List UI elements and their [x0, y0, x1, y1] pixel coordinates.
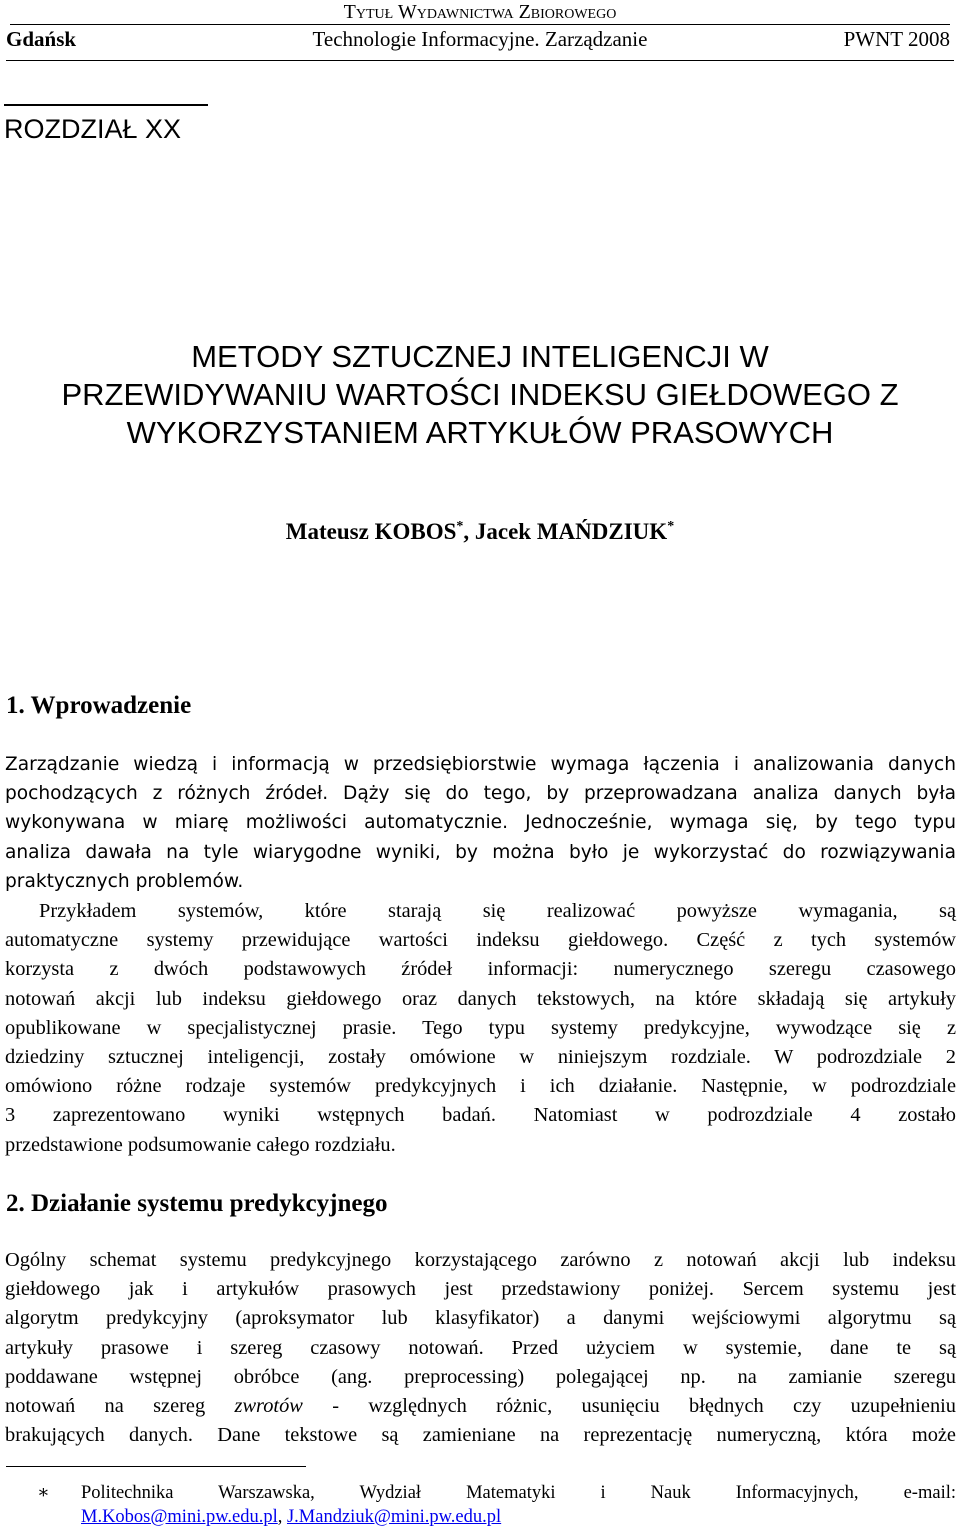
paper-title	[0, 338, 960, 452]
text-line: notowań akcji lub indeksu giełdowego oraz danych tekstowych, na które składają się artykuły	[5, 987, 956, 1010]
text-line: artykuły prasowe i szereg czasowy notowań. Przed użyciem w systemie, dane te są	[5, 1336, 956, 1359]
section-1-paragraph-2	[5, 897, 956, 1160]
authors-separator: ,	[463, 519, 475, 544]
author-1-footnote-mark: *	[456, 519, 464, 534]
text-line: automatyczne systemy przewidujące wartości indeksu giełdowego. Część z tych systemów	[5, 929, 956, 952]
line-text: - względnych różnic, usunięciu błędnych czy uzupełnieniu	[302, 1395, 956, 1418]
header-publisher-year: PWNT 2008	[843, 27, 950, 51]
title-line-2: PRZEWIDYWANIU WARTOŚCI INDEKSU GIEŁDOWEGO Z	[61, 377, 899, 412]
header-conference: Technologie Informacyjne. Zarządzanie	[312, 27, 648, 51]
text-line: praktycznych problemów.	[5, 870, 244, 892]
footnote-rule	[6, 1466, 306, 1467]
authors	[0, 512, 960, 547]
text-line: korzysta z dwóch podstawowych źródeł informacji: numerycznego szeregu czasowego	[5, 958, 956, 981]
author-2: Jacek MAŃDZIUK	[474, 519, 668, 544]
section-1-paragraph-1	[5, 750, 956, 896]
text-line: Zarządzanie wiedzą i informacją w przedsiębiorstwie wymaga łączenia i analizowania danych	[5, 754, 956, 775]
footnote-affiliation: Politechnika Warszawska, Wydział Matematyki i Nauk Informacyjnych, e-mail:	[81, 1483, 956, 1503]
text-line: brakujących danych. Dane tekstowe są zamieniane na reprezentację numeryczną, która może	[5, 1424, 956, 1447]
line-text: notowań na szereg	[5, 1395, 235, 1418]
text-line: wykonywana w miarę możliwości automatycznie. Jednocześnie, wymaga się, by tego typu	[5, 812, 956, 834]
text-line	[5, 1392, 956, 1421]
header-divider-top	[10, 24, 950, 25]
author-2-footnote-mark: *	[667, 519, 675, 534]
title-line-1: METODY SZTUCZNEJ INTELIGENCJI W	[191, 339, 769, 374]
text-line: algorytm predykcyjny (aproksymator lub klasyfikator) a danymi wejściowymi algorytmu są	[5, 1307, 956, 1330]
email-link-mandziuk[interactable]: J.Mandziuk@mini.pw.edu.pl	[286, 1507, 502, 1527]
email-link-kobos[interactable]: M.Kobos@mini.pw.edu.pl	[81, 1507, 278, 1527]
text-line: 3 zaprezentowano wyniki wstępnych badań. Natomiast w podrozdziale 4 zostało	[5, 1104, 956, 1127]
text-line: przedstawione podsumowanie całego rozdziału.	[5, 1133, 396, 1156]
chapter-label: ROZDZIAŁ XX	[4, 114, 182, 144]
section-1-heading: 1. Wprowadzenie	[6, 692, 192, 719]
text-line: poddawane wstępnej obróbce (ang. preprocessing) polegającej np. na zamianie szeregu	[5, 1365, 956, 1388]
author-1: Mateusz KOBOS	[285, 519, 457, 544]
header-city: Gdańsk	[6, 27, 77, 51]
text-line: pochodzących z różnych źródeł. Dąży się do tego, by przeprowadzana analiza danych była	[5, 783, 956, 805]
chapter-rule	[4, 104, 208, 106]
text-line: dziedziny sztucznej inteligencji, zostały omówione w niniejszym rozdziale. W podrozdziale 2	[5, 1046, 956, 1069]
text-line: Przykładem systemów, które starają się realizować powyższe wymagania, są	[39, 900, 956, 922]
text-line: giełdowego jak i artykułów prasowych jest przedstawiony poniżej. Sercem systemu jest	[5, 1278, 956, 1301]
text-line: opublikowane w specjalistycznej prasie. Tego typu systemy predykcyjne, wywodzące się z	[5, 1016, 956, 1039]
series-title: Tytuł Wydawnictwa Zbiorowego	[343, 1, 617, 23]
footnote-mark: ∗	[37, 1483, 50, 1503]
text-line: omówiono różne rodzaje systemów predykcyjnych i ich działanie. Następnie, w podrozdziale	[5, 1075, 956, 1098]
title-line-3: WYKORZYSTANIEM ARTYKUŁÓW PRASOWYCH	[126, 415, 834, 450]
text-line: Ogólny schemat systemu predykcyjnego korzystającego zarówno z notowań akcji lub indeksu	[5, 1249, 956, 1271]
italic-term: zwrotów	[234, 1395, 303, 1418]
footnote-emails	[81, 1505, 501, 1529]
text-line: analiza dawała na tyle wiarygodne wyniki, by można było je wykorzystać do rozwiązywania	[5, 841, 956, 863]
section-2-paragraph-1	[5, 1246, 956, 1450]
email-separator: ,	[277, 1507, 287, 1527]
section-2-heading: 2. Działanie systemu predykcyjnego	[6, 1190, 388, 1217]
header-divider-bottom	[6, 60, 954, 61]
